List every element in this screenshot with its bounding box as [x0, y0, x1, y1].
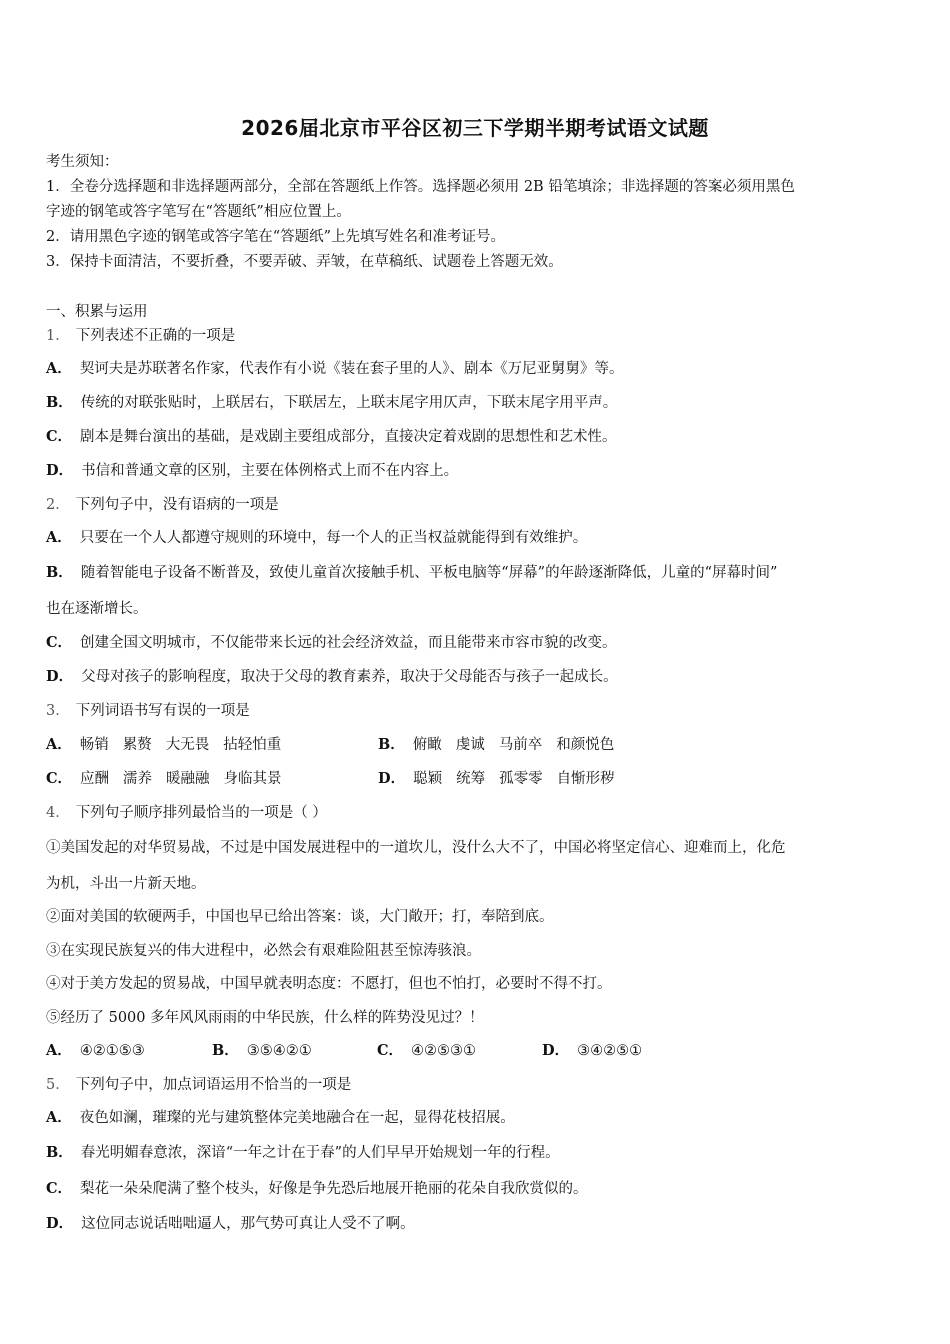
q5-option-a[interactable]: A． 夜色如澜，璀璨的光与建筑整体完美地融合在一起，显得花枝招展。 — [46, 1109, 515, 1126]
q5-option-d[interactable]: D． 这位同志说话咄咄逼人，那气势可真让人受不了啊。 — [46, 1215, 415, 1232]
q4-sentence-1: ①美国发起的对华贸易战，不过是中国发展进程中的一道坎儿，没什么大不了，中国必将坚定信心、迎难而上，化危 — [46, 840, 786, 856]
notice-item: 1．全卷分选择题和非选择题两部分，全部在答题纸上作答。选择题必须用 2B 铅笔填涂；非选择题的答案必须用黑色 — [46, 179, 795, 195]
q5-option-c[interactable]: C． 梨花一朵朵爬满了整个枝头，好像是争先恐后地展开艳丽的花朵自我欣赏似的。 — [46, 1180, 588, 1197]
question-1-stem: 1． 下列表述不正确的一项是 — [46, 328, 236, 344]
q1-option-a[interactable]: A． 契诃夫是苏联著名作家，代表作有小说《装在套子里的人》、剧本《万尼亚舅舅》等。 — [46, 360, 624, 377]
q4-sentence-3: ③在实现民族复兴的伟大进程中，必然会有艰难险阻甚至惊涛骇浪。 — [46, 943, 481, 959]
q1-option-d[interactable]: D． 书信和普通文章的区别，主要在体例格式上而不在内容上。 — [46, 462, 459, 479]
q2-option-b-continued: 也在逐渐增长。 — [46, 601, 148, 617]
page-title: 2026届北京市平谷区初三下学期半期考试语文试题 — [241, 116, 709, 140]
question-4-stem: 4． 下列句子顺序排列最恰当的一项是（ ） — [46, 805, 327, 821]
q4-option-d[interactable]: D． ③④②⑤① — [542, 1042, 643, 1059]
q2-option-a[interactable]: A． 只要在一个人人都遵守规则的环境中，每一个人的正当权益就能得到有效维护。 — [46, 529, 588, 546]
q5-option-b[interactable]: B． 春光明媚春意浓，深谙“一年之计在于春”的人们早早开始规划一年的行程。 — [46, 1144, 560, 1161]
q4-sentence-4: ④对于美方发起的贸易战，中国早就表明态度：不愿打，但也不怕打，必要时不得不打。 — [46, 976, 612, 992]
q4-sentence-1-continued: 为机，斗出一片新天地。 — [46, 876, 206, 892]
question-3-stem: 3． 下列词语书写有误的一项是 — [46, 703, 250, 719]
q2-option-c[interactable]: C． 创建全国文明城市，不仅能带来长远的社会经济效益，而且能带来市容市貌的改变。 — [46, 634, 617, 651]
q4-sentence-5: ⑤经历了 5000 多年风风雨雨的中华民族，什么样的阵势没见过？！ — [46, 1010, 484, 1026]
notice-item: 字迹的钢笔或答字笔写在“答题纸”相应位置上。 — [46, 204, 351, 220]
q3-option-b[interactable]: B． 俯瞰 虔诚 马前卒 和颜悦色 — [378, 736, 615, 753]
q4-option-a[interactable]: A． ④②①⑤③ — [46, 1042, 145, 1059]
section-heading: 一、积累与运用 — [46, 304, 148, 320]
question-2-stem: 2． 下列句子中，没有语病的一项是 — [46, 497, 279, 513]
q4-sentence-2: ②面对美国的软硬两手，中国也早已给出答案：谈，大门敞开；打，奉陪到底。 — [46, 909, 554, 925]
q3-option-c[interactable]: C． 应酬 濡养 暖融融 身临其景 — [46, 770, 282, 787]
q1-option-b[interactable]: B． 传统的对联张贴时，上联居右，下联居左，上联末尾字用仄声，下联末尾字用平声。 — [46, 394, 618, 411]
q3-option-d[interactable]: D． 聪颖 统筹 孤零零 自惭形秽 — [378, 770, 615, 787]
q2-option-b[interactable]: B． 随着智能电子设备不断普及，致使儿童首次接触手机、平板电脑等“屏幕”的年龄逐渐降低，儿童的“屏幕时间” — [46, 564, 778, 581]
notice-item: 2．请用黑色字迹的钢笔或答字笔在“答题纸”上先填写姓名和准考证号。 — [46, 229, 506, 245]
q2-option-d[interactable]: D． 父母对孩子的影响程度，取决于父母的教育素养，取决于父母能否与孩子一起成长。 — [46, 668, 618, 685]
notice-item: 3．保持卡面清洁，不要折叠，不要弄破、弄皱，在草稿纸、试题卷上答题无效。 — [46, 254, 563, 270]
question-5-stem: 5． 下列句子中，加点词语运用不恰当的一项是 — [46, 1077, 352, 1093]
q4-option-b[interactable]: B． ③⑤④②① — [212, 1042, 312, 1059]
notice-heading: 考生须知： — [46, 154, 119, 170]
q3-option-a[interactable]: A． 畅销 累赘 大无畏 拈轻怕重 — [46, 736, 282, 753]
q4-option-c[interactable]: C． ④②⑤③① — [377, 1042, 477, 1059]
q1-option-c[interactable]: C． 剧本是舞台演出的基础，是戏剧主要组成部分，直接决定着戏剧的思想性和艺术性。 — [46, 428, 617, 445]
